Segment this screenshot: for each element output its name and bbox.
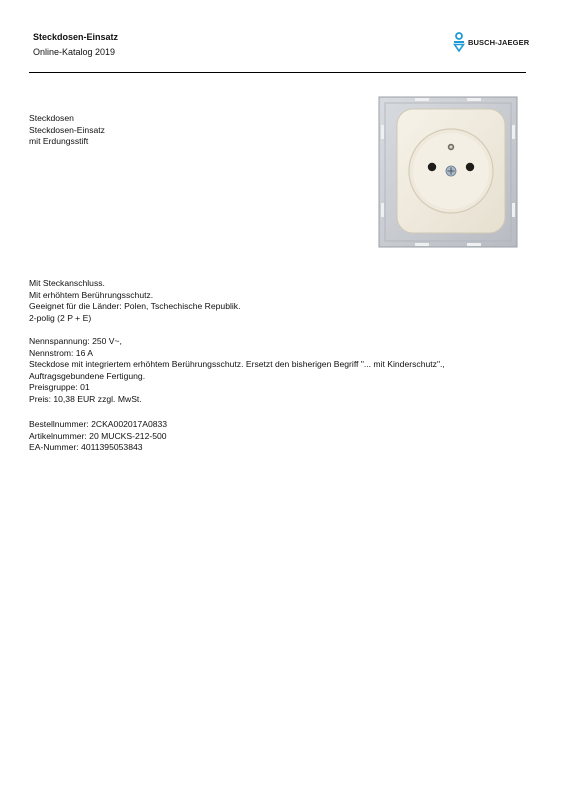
category-line: Steckdosen-Einsatz xyxy=(29,124,105,135)
brand-logo-text: BUSCH-JAEGER xyxy=(468,37,530,47)
document-subtitle: Online-Katalog 2019 xyxy=(33,47,116,57)
spec-line: Nennstrom: 16 A xyxy=(29,347,94,358)
order-numbers-block xyxy=(29,419,167,454)
ean-number-line: EA-Nummer: 4011395053843 xyxy=(29,442,143,453)
busch-jaeger-logo-icon xyxy=(453,32,465,52)
category-block xyxy=(29,113,105,148)
product-image xyxy=(375,95,521,256)
feature-line: Mit erhöhtem Berührungsschutz. xyxy=(29,289,154,300)
category-line: Steckdosen xyxy=(29,113,74,123)
specs-block xyxy=(29,336,445,406)
category-line: mit Erdungsstift xyxy=(29,136,89,147)
feature-line: Mit Steckanschluss. xyxy=(29,278,105,288)
header-divider xyxy=(29,72,526,73)
brand-logo xyxy=(453,32,529,52)
feature-line: 2-polig (2 P + E) xyxy=(29,312,92,323)
article-number-line: Artikelnummer: 20 MUCKS-212-500 xyxy=(29,430,167,441)
spec-line: Preisgruppe: 01 xyxy=(29,382,90,393)
order-number-line: Bestellnummer: 2CKA002017A0833 xyxy=(29,419,168,429)
spec-line: Auftragsgebundene Fertigung. xyxy=(29,370,146,381)
feature-line: Geeignet für die Länder: Polen, Tschechische Republik. xyxy=(29,301,241,312)
spec-line: Nennspannung: 250 V~, xyxy=(29,336,122,346)
document-title: Steckdosen-Einsatz xyxy=(33,32,119,42)
spec-line: Preis: 10,38 EUR zzgl. MwSt. xyxy=(29,393,142,404)
features-block xyxy=(29,278,240,324)
spec-line: Steckdose mit integriertem erhöhtem Berührungsschutz. Ersetzt den bisherigen Begriff "... mit Kinderschutz"., xyxy=(29,359,445,370)
